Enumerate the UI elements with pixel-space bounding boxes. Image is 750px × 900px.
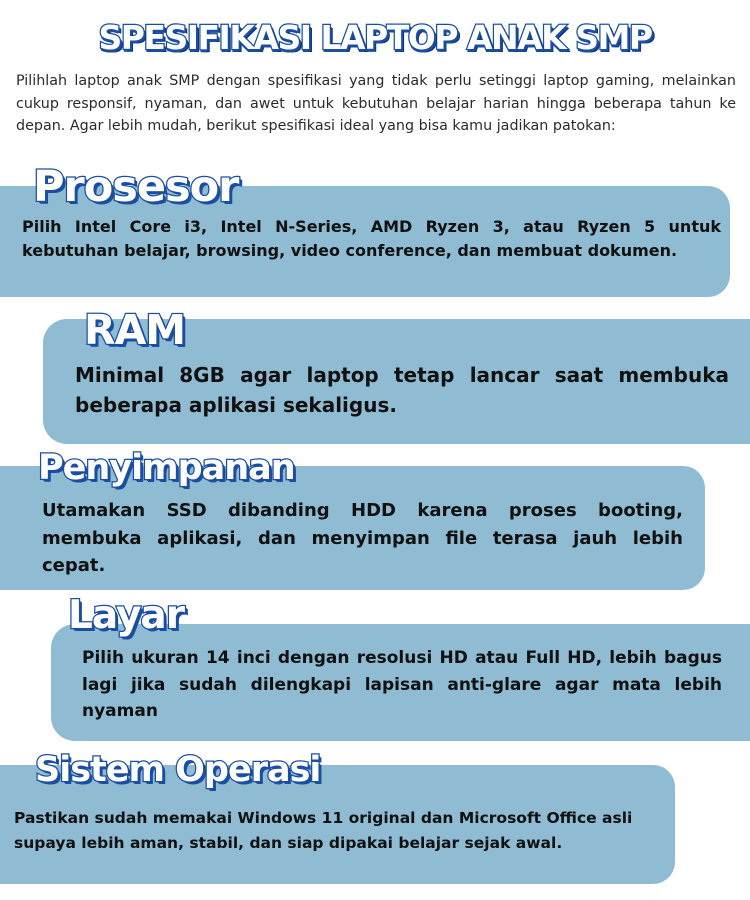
section-body-ram: Minimal 8GB agar laptop tetap lancar saat membuka beberapa aplikasi sekaligus. [75,363,729,417]
section-heading-penyimpanan: Penyimpanan [38,448,295,488]
section-heading-layar: Layar [68,593,184,638]
section-body-prosesor: Pilih Intel Core i3, Intel N-Series, AMD Ryzen 3, atau Ryzen 5 untuk kebutuhan belajar, browsing, video conference, dan membuat dokumen. [22,217,721,260]
section-body-sistem-operasi: Pastikan sudah memakai Windows 11 original dan Microsoft Office asli supaya lebih aman, stabil, dan siap dipakai belajar sejak awal. [14,809,633,852]
section-heading-prosesor: Prosesor [33,162,239,212]
section-heading-sistem-operasi: Sistem Operasi [35,750,321,790]
section-heading-ram: RAM [84,306,186,354]
intro-paragraph: Pilihlah laptop anak SMP dengan spesifikasi yang tidak perlu setinggi laptop gaming, melainkan cukup responsif, nyaman, dan awet untuk kebutuhan belajar harian hingga beberapa tahun ke depan. Agar lebih mudah, berikut spesifikasi ideal yang bisa kamu jadikan patokan: [16,73,736,134]
section-body-layar: Pilih ukuran 14 inci dengan resolusi HD atau Full HD, lebih bagus lagi jika sudah dilengkapi lapisan anti-glare agar mata lebih nyaman [82,648,722,721]
page-title: SPESIFIKASI LAPTOP ANAK SMP [98,18,652,57]
section-body-penyimpanan: Utamakan SSD dibanding HDD karena proses booting, membuka aplikasi, dan menyimpan file terasa jauh lebih cepat. [42,500,683,576]
